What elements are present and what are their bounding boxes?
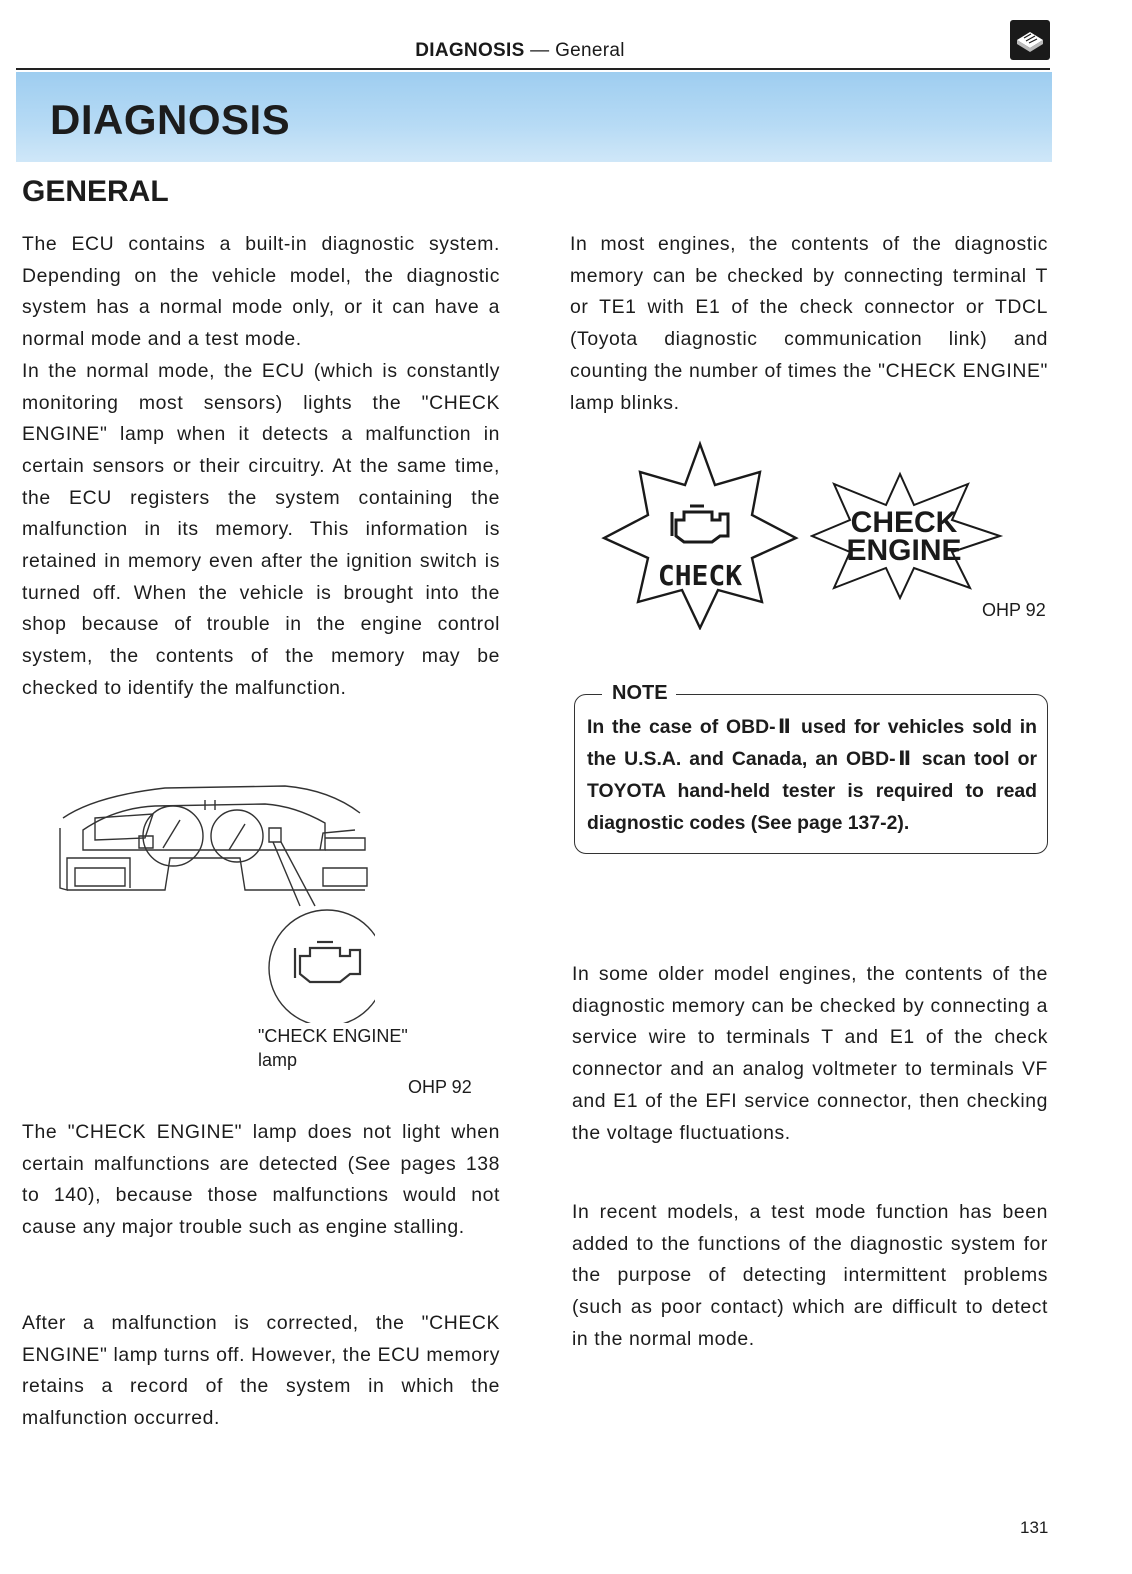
- note-text: In the case of OBD-Ⅱ used for vehicles sold in the U.S.A. and Canada, an OBD-Ⅱ scan tool or TOYOTA hand-held tester is required to read diagnostic codes (See page 137-2).: [587, 716, 1037, 834]
- older-models-paragraph: In some older model engines, the contents of the diagnostic memory can be checked by connecting a service wire to terminals T and E1 of the check connector and an analog voltmeter to terminals VF and E1 of the EFI service connector, then checking the voltage fluctuations.: [572, 963, 1048, 1144]
- right-vent: [323, 868, 367, 886]
- banner-title: DIAGNOSIS: [50, 96, 291, 143]
- check-lamp-label: CHECK: [657, 559, 743, 592]
- lamp-exception-paragraph: The "CHECK ENGINE" lamp does not light when certain malfunctions are detected (See pages 138 to 140), because those malfunctions would not cause any major trouble such as engine stalling.: [22, 1121, 500, 1239]
- intro-paragraph-1: The ECU contains a built-in diagnostic system. Depending on the vehicle model, the diagnostic system has a normal mode only, or it can have a normal mode and a test mode.: [22, 233, 500, 351]
- page-number: 131: [1020, 1518, 1049, 1537]
- running-head: [0, 40, 1040, 62]
- check-lamp-starburst: [600, 440, 800, 630]
- intro-paragraph: [22, 229, 500, 705]
- diagnostic-memory-paragraph: In most engines, the contents of the diagnostic memory can be checked by connecting terminal T or TE1 with E1 of the check connector or TDCL (Toyota diagnostic communication link) and counting the number of times the "CHECK ENGINE" lamp blinks.: [570, 233, 1048, 414]
- intro-paragraph-2: In the normal mode, the ECU (which is constantly monitoring most sensors) lights the "CHECK ENGINE" lamp when it detects a malfunction in certain sensors or their circuitry. At the same time, the ECU registers the system containing the malfunction in its memory. This information is retained in memory even after the ignition switch is turned off. When the vehicle is brought into the shop because of trouble in the engine control system, the contents of the memory may be checked to identify the malfunction.: [22, 359, 500, 699]
- header-rule: [16, 68, 1050, 70]
- speedometer-needle: [163, 820, 180, 848]
- check-engine-spot: [269, 828, 281, 842]
- running-head-subsection: General: [555, 40, 625, 61]
- left-vent: [75, 868, 125, 886]
- dash-top-outline: [63, 786, 360, 818]
- instrument-cluster: [83, 804, 325, 850]
- check-engine-label-line2: ENGINE: [846, 534, 962, 567]
- note-label: NOTE: [602, 682, 676, 705]
- dash-lower-edge: [67, 858, 365, 890]
- dashboard-illustration: [55, 778, 375, 1023]
- memory-retention-paragraph: After a malfunction is corrected, the "CHECK ENGINE" lamp turns off. However, the ECU memory retains a record of the system in which the malfunction occurred.: [22, 1312, 500, 1430]
- running-head-section: DIAGNOSIS: [415, 40, 525, 61]
- section-title: GENERAL: [22, 175, 169, 208]
- check-engine-label-line1: CHECK: [850, 506, 958, 539]
- check-engine-starburst: [810, 470, 1005, 600]
- dash-right-vent: [325, 838, 365, 850]
- test-mode-paragraph: In recent models, a test mode function has been added to the functions of the diagnostic system for the purpose of detecting intermittent problems (such as poor contact) which are difficult to detect in the normal mode.: [572, 1201, 1048, 1350]
- running-head-dash: —: [530, 40, 550, 61]
- tachometer-needle: [229, 824, 245, 850]
- manual-book-icon: [1010, 20, 1050, 60]
- figure-caption-line2: lamp: [258, 1050, 298, 1070]
- figure-ref-left: OHP 92: [408, 1077, 472, 1097]
- figure-ref-right: OHP 92: [982, 600, 1046, 620]
- engine-lamp-icon: [295, 948, 360, 982]
- figure-caption-line1: "CHECK ENGINE": [258, 1026, 408, 1046]
